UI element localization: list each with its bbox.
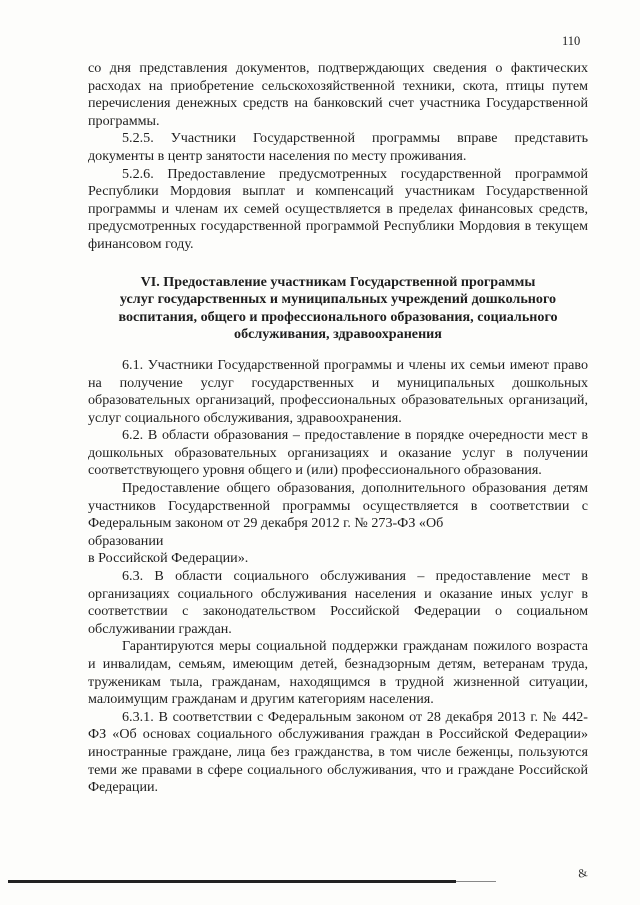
paragraph-6-3-1: 6.3.1. В соответствии с Федеральным законом от 28 декабря 2013 г. № 442-ФЗ «Об основах социального обслуживания граждан в Российской Федерации» иностранные граждане, лица без гражданства, в том числе беженцы, пользуются теми же правами в сфере социального обслуживания, что и граждане Российской Федерации.: [88, 708, 588, 796]
paragraph-6-1: 6.1. Участники Государственной программы и члены их семьи имеют право на получение услуг государственных и муниципальных дошкольных образовательных организаций, профессиональных образовательных организаций, услуг социального обслуживания, здравоохранения.: [88, 356, 588, 426]
paragraph-general-education: Предоставление общего образования, дополнительного образования детям участников Государственной программы осуществляется в соответствии с Федеральным законом от 29 декабря 2012 г. № 273-ФЗ «Об: [88, 480, 588, 532]
paragraph-6-2: 6.2. В области образования – предоставление в порядке очередности мест в дошкольных образовательных организациях и оказание услуг в получении соответствующего уровня общего и (или) профессионального образования.: [88, 427, 588, 479]
footer-rule-thin: [456, 881, 496, 882]
section-heading: [88, 274, 588, 344]
footer-mark: &: [576, 865, 589, 881]
paragraph-6-3: 6.3. В области социального обслуживания – предоставление мест в организациях социального обслуживания населения и оказание иных услуг в соответствии с законодательством Российской Федерации о социальном обслуживании граждан.: [88, 568, 588, 637]
paragraph-fragment: образовании: [88, 532, 164, 549]
section-heading-line: VI. Предоставление участникам Государственной программы: [140, 273, 536, 290]
page-number: 110: [562, 34, 581, 48]
paragraph-5-2-6: 5.2.6. Предоставление предусмотренных государственной программой Республики Мордовия выплат и компенсаций участникам Государственной программы и членам их семей осуществляется в пределах финансовых средств, предусмотренных государственной программой Республики Мордовия в текущем финансовом году.: [88, 165, 588, 252]
footer-rule: [8, 880, 456, 883]
document-body: [88, 60, 588, 797]
paragraph-social-support: Гарантируются меры социальной поддержки гражданам пожилого возраста и инвалидам, семьям, имеющим детей, безнадзорным детям, ветеранам труда, труженикам тыла, гражданам, находящимся в трудной жизненной ситуации, малоимущим гражданам и другим категориям населения.: [88, 638, 588, 708]
section-heading-line: воспитания, общего и профессионального образования, социального: [118, 308, 558, 325]
paragraph-fragment: в Российской Федерации».: [88, 550, 249, 567]
paragraph-continuation: со дня представления документов, подтверждающих сведения о фактических расходах на приобретение сельскохозяйственной техники, скота, птицы путем перечисления денежных средств на банковский счет участника Государственной программы.: [88, 60, 588, 129]
paragraph-5-2-5: 5.2.5. Участники Государственной программы вправе представить документы в центр занятости населения по месту проживания.: [88, 130, 588, 164]
section-heading-line: услуг государственных и муниципальных учреждений дошкольного: [119, 291, 557, 308]
section-heading-line: обслуживания, здравоохранения: [234, 326, 442, 343]
